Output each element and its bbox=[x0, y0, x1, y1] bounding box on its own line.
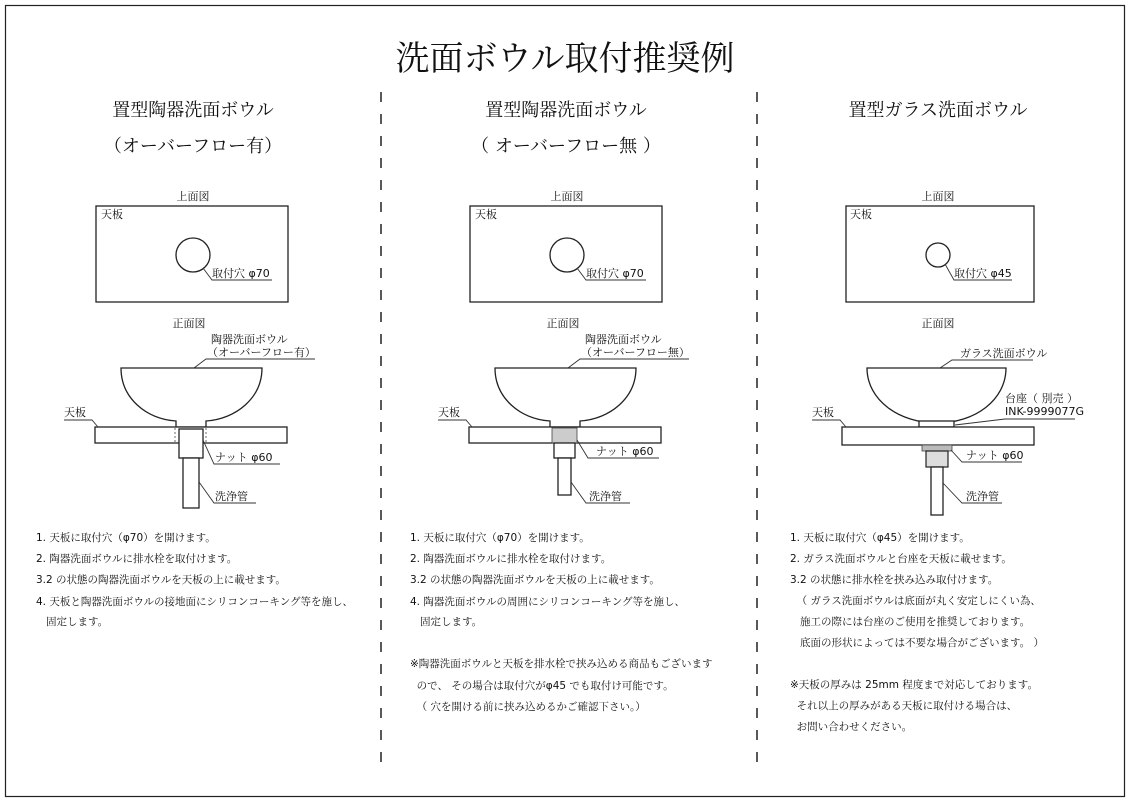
step-item: 1. 天板に取付穴（φ45）を開けます。 bbox=[790, 532, 970, 544]
drain-nut bbox=[179, 429, 203, 458]
column-heading: 置型陶器洗面ボウル bbox=[485, 100, 647, 121]
drain-fitting bbox=[922, 445, 952, 451]
nut-label: ナット φ60 bbox=[596, 445, 654, 458]
counter-side-label: 天板 bbox=[812, 406, 834, 419]
front-view-label: 正面図 bbox=[546, 317, 580, 330]
step-item: 2. 陶器洗面ボウルに排水栓を取付けます。 bbox=[36, 553, 238, 565]
pedestal-base bbox=[919, 421, 954, 427]
note-line: お問い合わせください。 bbox=[790, 721, 913, 733]
counter-label: 天板 bbox=[475, 208, 497, 221]
column-subheading: （ オーバーフロー無 ） bbox=[471, 136, 661, 157]
ceramic-bowl bbox=[121, 368, 262, 427]
note-line: ※天板の厚みは 25mm 程度まで対応しております。 bbox=[790, 679, 1038, 691]
note-line: （ 穴を開ける前に挟み込めるかご確認下さい。） bbox=[410, 701, 646, 713]
column-ceramic-overflow bbox=[36, 100, 353, 628]
step-item: 2. 陶器洗面ボウルに排水栓を取付けます。 bbox=[410, 553, 612, 565]
page-title: 洗面ボウル取付推奨例 bbox=[395, 39, 735, 79]
ceramic-bowl bbox=[495, 368, 636, 427]
nut-label: ナット φ60 bbox=[215, 451, 273, 464]
top-view-label: 上面図 bbox=[550, 190, 584, 203]
step-item: 4. 天板と陶器洗面ボウルの接地面にシリコンコーキング等を施し、 bbox=[36, 596, 354, 608]
step-item: 1. 天板に取付穴（φ70）を開けます。 bbox=[410, 532, 590, 544]
note-line: ので、 その場合は取付穴がφ45 でも取付け可能です。 bbox=[410, 680, 674, 692]
base-model-label: INK-9999077G bbox=[1005, 405, 1085, 418]
bowl-label: ガラス洗面ボウル bbox=[960, 347, 1048, 360]
step-item: 3.2 の状態の陶器洗面ボウルを天板の上に載せます。 bbox=[410, 574, 660, 586]
column-subheading: （オーバーフロー有） bbox=[103, 136, 283, 157]
counter-label: 天板 bbox=[101, 208, 123, 221]
step-item: 1. 天板に取付穴（φ70）を開けます。 bbox=[36, 532, 216, 544]
note-line: それ以上の厚みがある天板に取付ける場合は、 bbox=[790, 700, 1018, 712]
column-heading: 置型陶器洗面ボウル bbox=[112, 100, 274, 121]
step-item: 3.2 の状態の陶器洗面ボウルを天板の上に載せます。 bbox=[36, 574, 286, 586]
nut-label: ナット φ60 bbox=[966, 449, 1024, 462]
hole-label: 取付穴 φ70 bbox=[586, 267, 644, 280]
counter-slab bbox=[842, 427, 1034, 445]
front-view-label: 正面図 bbox=[172, 317, 206, 330]
steps-list bbox=[790, 531, 1044, 649]
column-heading: 置型ガラス洗面ボウル bbox=[848, 100, 1028, 121]
steps-list bbox=[36, 531, 353, 628]
counter-side-label: 天板 bbox=[64, 406, 86, 419]
column-glass bbox=[790, 100, 1084, 733]
step-item: 底面の形状によっては不要な場合がございます。 ） bbox=[790, 637, 1045, 649]
mounting-hole bbox=[550, 238, 584, 272]
step-item: 2. ガラス洗面ボウルと台座を天板に載せます。 bbox=[790, 553, 1012, 565]
step-item: 固定します。 bbox=[36, 616, 109, 628]
bowl-label: 陶器洗面ボウル bbox=[585, 333, 662, 346]
step-item: （ ガラス洗面ボウルは底面が丸く安定しにくい為、 bbox=[790, 595, 1041, 607]
drain-pipe bbox=[183, 458, 199, 508]
drain-pipe bbox=[558, 458, 571, 495]
base-label: 台座（ 別売 ） bbox=[1005, 392, 1078, 405]
notes bbox=[410, 657, 712, 713]
mounting-hole bbox=[176, 238, 210, 272]
hole-label: 取付穴 φ45 bbox=[954, 267, 1012, 280]
step-item: 4. 陶器洗面ボウルの周囲にシリコンコーキング等を施し、 bbox=[410, 596, 686, 608]
column-ceramic-no-overflow bbox=[410, 100, 712, 713]
pipe-label: 洗浄管 bbox=[215, 490, 248, 503]
counter-side-label: 天板 bbox=[438, 406, 460, 419]
step-item: 施工の際には台座のご使用を推奨しております。 bbox=[790, 616, 1031, 628]
hole-label: 取付穴 φ70 bbox=[212, 267, 270, 280]
bowl-label-sub: （オーバーフロー無） bbox=[581, 346, 690, 359]
top-view-label: 上面図 bbox=[921, 190, 955, 203]
glass-bowl bbox=[867, 368, 1006, 423]
top-view-label: 上面図 bbox=[176, 190, 210, 203]
counter-label: 天板 bbox=[850, 208, 872, 221]
step-item: 3.2 の状態に排水栓を挟み込み取付けます。 bbox=[790, 574, 999, 586]
bowl-label-sub: （オーバーフロー有） bbox=[207, 346, 316, 359]
notes bbox=[790, 678, 1038, 733]
pipe-label: 洗浄管 bbox=[589, 490, 622, 503]
step-item: 固定します。 bbox=[410, 616, 483, 628]
front-view-label: 正面図 bbox=[921, 317, 955, 330]
drain-pipe bbox=[931, 467, 943, 515]
drain-nut bbox=[554, 443, 575, 458]
drain-fitting bbox=[552, 428, 577, 443]
bowl-label: 陶器洗面ボウル bbox=[211, 333, 288, 346]
note-line: ※陶器洗面ボウルと天板を排水栓で挟み込める商品もございます bbox=[410, 658, 713, 670]
pipe-label: 洗浄管 bbox=[966, 490, 999, 503]
mounting-hole bbox=[926, 243, 950, 267]
steps-list bbox=[410, 531, 685, 628]
drain-nut bbox=[926, 451, 948, 467]
